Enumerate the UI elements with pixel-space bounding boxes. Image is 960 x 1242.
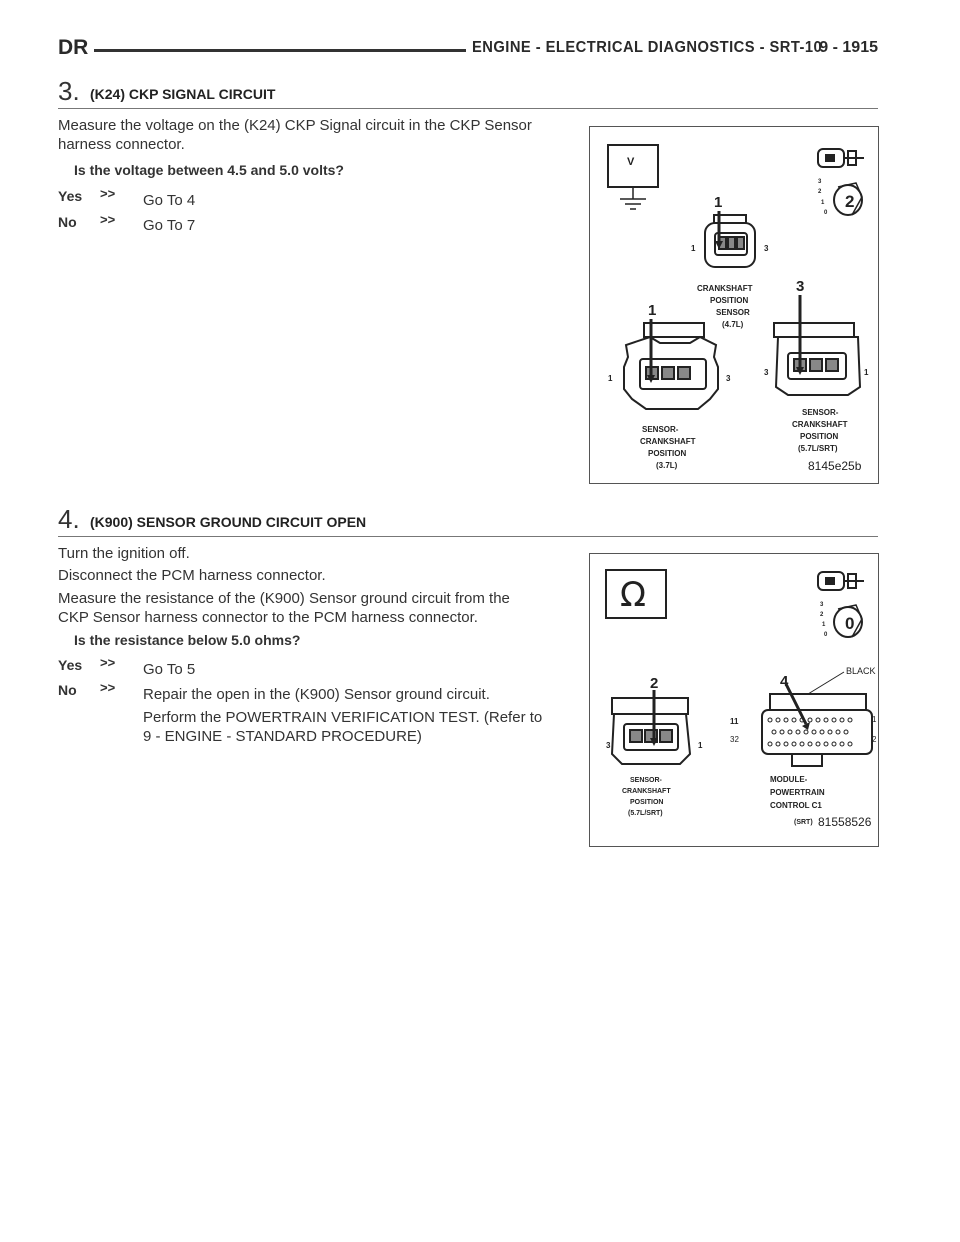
connector-pcm-c1 — [762, 694, 872, 766]
callout-3: 3 — [796, 278, 805, 295]
svg-text:MODULE-: MODULE- — [770, 775, 808, 784]
page-header — [58, 36, 878, 64]
header-rule — [94, 49, 466, 52]
svg-text:3: 3 — [606, 741, 611, 750]
svg-text:POSITION: POSITION — [648, 449, 687, 458]
svg-text:SENSOR-: SENSOR- — [802, 408, 839, 417]
svg-text:POSITION: POSITION — [800, 432, 839, 441]
svg-text:3: 3 — [818, 179, 822, 185]
step-4-yes-result: Go To 5 — [143, 661, 196, 678]
svg-text:3: 3 — [820, 602, 824, 608]
svg-text:(5.7L/SRT): (5.7L/SRT) — [798, 444, 838, 453]
step-4-instruction-1: Turn the ignition off. — [58, 545, 190, 562]
step-3-title: (K24) CKP SIGNAL CIRCUIT — [90, 86, 276, 102]
svg-text:1: 1 — [698, 741, 703, 750]
connector-3-7l — [624, 323, 718, 409]
figure-id: 81558526 — [818, 815, 872, 829]
step-4-title: (K900) SENSOR GROUND CIRCUIT OPEN — [90, 514, 367, 530]
header-title: ENGINE - ELECTRICAL DIAGNOSTICS - SRT-10 — [472, 39, 823, 56]
svg-text:2: 2 — [872, 735, 877, 744]
meter-symbol: Ω — [620, 575, 646, 615]
svg-text:1: 1 — [821, 200, 825, 206]
connector-5-7l — [774, 323, 860, 395]
step-3-yes-result: Go To 4 — [143, 192, 196, 209]
step-4-number: 4. — [58, 504, 80, 534]
svg-text:CRANKSHAFT: CRANKSHAFT — [640, 437, 696, 446]
step-4-no-result: Repair the open in the (K900) Sensor ground circuit. Perform the POWERTRAIN VERIFICATION TEST. (Refer to 9 - ENGINE - STANDARD PROCEDURE) — [143, 686, 543, 745]
step-3-number: 3. — [58, 76, 80, 106]
svg-text:0: 0 — [824, 210, 828, 216]
svg-text:0: 0 — [824, 632, 828, 638]
dial-value: 2 — [845, 192, 855, 211]
svg-text:SENSOR: SENSOR — [716, 308, 750, 317]
section-code: DR — [58, 36, 89, 59]
step-4-question: Is the resistance below 5.0 ohms? — [74, 632, 301, 648]
callout-4: 4 — [780, 673, 789, 690]
svg-text:(SRT): (SRT) — [794, 819, 813, 826]
svg-text:CONTROL C1: CONTROL C1 — [770, 801, 822, 810]
page-number: 9 - 1915 — [819, 39, 878, 56]
callout-2: 2 — [650, 675, 659, 692]
svg-text:2: 2 — [818, 189, 822, 195]
connector-4-7l — [705, 215, 755, 267]
svg-text:2: 2 — [820, 612, 824, 618]
ckp-voltage-figure — [589, 126, 879, 484]
step-4-yes-label: Yes — [58, 657, 83, 673]
step-3-no-result: Go To 7 — [143, 217, 196, 234]
step-4-no-arrow: >> — [100, 680, 116, 695]
svg-text:3: 3 — [726, 374, 731, 383]
step-3-question: Is the voltage between 4.5 and 5.0 volts? — [74, 162, 344, 178]
svg-text:SENSOR-: SENSOR- — [630, 777, 662, 784]
step-3-no-label: No — [58, 214, 77, 230]
svg-text:32: 32 — [730, 735, 739, 744]
sensor-ground-figure — [589, 553, 879, 847]
svg-text:(4.7L): (4.7L) — [722, 320, 744, 329]
step-4-yes-arrow: >> — [100, 655, 116, 670]
svg-text:11: 11 — [730, 717, 739, 726]
step-3-no-arrow: >> — [100, 212, 116, 227]
svg-text:CRANKSHAFT: CRANKSHAFT — [697, 284, 753, 293]
step-4-instruction-2: Disconnect the PCM harness connector. — [58, 567, 326, 584]
svg-text:3: 3 — [764, 368, 769, 377]
step-3-yes-arrow: >> — [100, 186, 116, 201]
svg-text:POSITION: POSITION — [630, 799, 664, 806]
svg-text:POWERTRAIN: POWERTRAIN — [770, 788, 825, 797]
step-4-heading — [58, 506, 878, 537]
svg-text:(5.7L/SRT): (5.7L/SRT) — [628, 810, 663, 817]
dial-value: 0 — [845, 614, 855, 633]
svg-text:1: 1 — [822, 622, 826, 628]
svg-text:(3.7L): (3.7L) — [656, 461, 678, 470]
svg-text:CRANKSHAFT: CRANKSHAFT — [792, 420, 848, 429]
svg-text:CRANKSHAFT: CRANKSHAFT — [622, 788, 671, 795]
callout-1-left: 1 — [648, 302, 657, 319]
step-4-instruction-3: Measure the resistance of the (K900) Sensor ground circuit from the CKP Sensor harness connector to the PCM harness connector. — [58, 590, 510, 626]
svg-text:3: 3 — [764, 244, 769, 253]
figure-id: 8145e25b — [808, 459, 862, 473]
meter-symbol: V — [627, 156, 635, 168]
step-3-yes-label: Yes — [58, 188, 83, 204]
ignition-switch-icon — [818, 149, 864, 215]
step-3-instruction: Measure the voltage on the (K24) CKP Signal circuit in the CKP Sensor harness connector. — [58, 117, 532, 153]
step-4-no-label: No — [58, 682, 77, 698]
svg-text:SENSOR-: SENSOR- — [642, 425, 679, 434]
svg-text:1: 1 — [608, 374, 613, 383]
callout-1-top: 1 — [714, 194, 723, 211]
step-3-heading — [58, 78, 878, 109]
svg-text:POSITION: POSITION — [710, 296, 749, 305]
black-label: BLACK — [846, 666, 876, 676]
svg-text:1: 1 — [691, 244, 696, 253]
svg-text:1: 1 — [872, 715, 877, 724]
svg-text:1: 1 — [864, 368, 869, 377]
connector-ckp-sensor — [612, 698, 690, 764]
